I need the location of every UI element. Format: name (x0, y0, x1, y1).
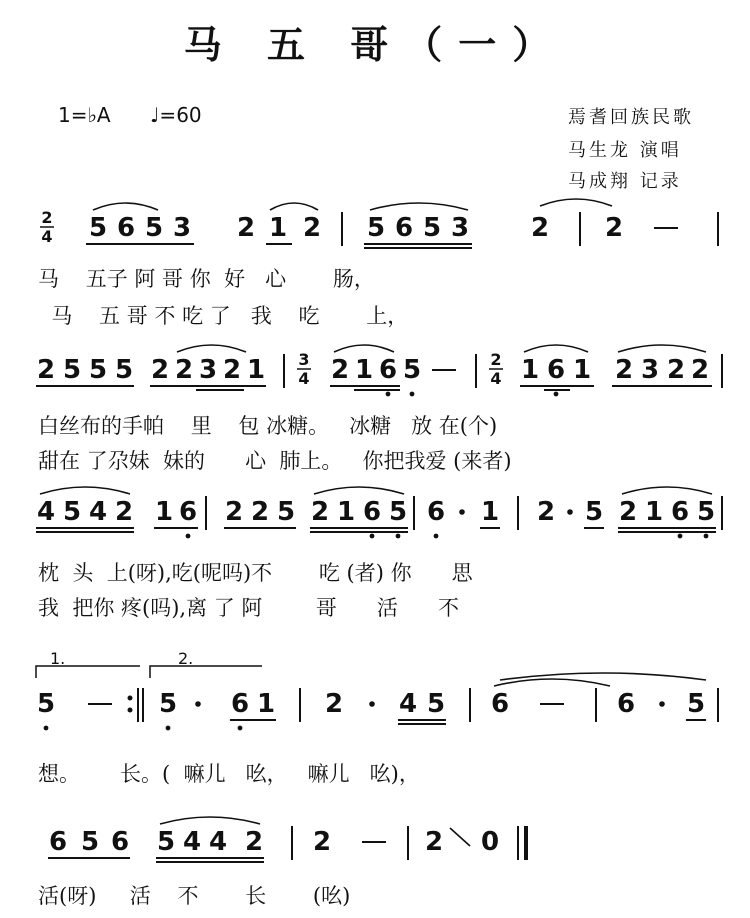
note-3: 3 (450, 213, 470, 243)
note-4: 4 (36, 497, 56, 527)
dot-extension (195, 701, 201, 707)
slur (334, 345, 394, 352)
note-5: 5 (144, 213, 164, 243)
note-5: 5 (402, 355, 422, 385)
note-3: 3 (640, 355, 660, 385)
lyric-line: 活(呀) 活 不 长 (吆) (38, 884, 351, 908)
note-6: 6 (394, 213, 414, 243)
time-signature-bottom: 4 (41, 227, 53, 246)
note-6: 6 (116, 213, 136, 243)
note-1: 1 (256, 689, 276, 719)
note-2: 2 (222, 355, 242, 385)
note-6: 6 (362, 497, 382, 527)
note-1: 1 (644, 497, 664, 527)
note-5: 5 (114, 355, 134, 385)
slur (314, 487, 404, 494)
octave-dot (554, 392, 559, 397)
tempo-marking: ♩=60 (150, 103, 202, 127)
slur (494, 679, 610, 686)
note-6: 6 (616, 689, 636, 719)
slur (160, 817, 260, 824)
note-2: 2 (250, 497, 270, 527)
note-1: 1 (572, 355, 592, 385)
lyric-line: 想。 长。( 嘛儿 吆， 嘛儿 吆)， (38, 762, 420, 786)
note-2: 2 (690, 355, 710, 385)
note-2: 2 (302, 213, 322, 243)
note-1: 1 (246, 355, 266, 385)
note-6: 6 (426, 497, 446, 527)
slur (370, 203, 468, 210)
note-2: 2 (330, 355, 350, 385)
slur (540, 199, 612, 206)
final-barline-thick (524, 826, 528, 860)
note-2: 2 (244, 827, 264, 857)
volta-1: 1. (50, 649, 66, 668)
note-5: 5 (80, 827, 100, 857)
note-6: 6 (670, 497, 690, 527)
slur (622, 487, 712, 494)
note-6: 6 (230, 689, 250, 719)
note-2: 2 (614, 355, 634, 385)
note-2: 2 (618, 497, 638, 527)
time-signature-change-top: 3 (298, 350, 310, 369)
page-title: 马 五 哥（一） (183, 22, 567, 67)
octave-dot (410, 392, 415, 397)
slur (500, 673, 706, 680)
octave-dot (238, 726, 243, 731)
note-5: 5 (158, 689, 178, 719)
breath-mark (450, 828, 470, 846)
volta-bracket (150, 666, 262, 678)
time-signature-change-bottom: 4 (298, 369, 310, 388)
note-5: 5 (388, 497, 408, 527)
note-2: 2 (310, 497, 330, 527)
note-1: 1 (520, 355, 540, 385)
note-5: 5 (584, 497, 604, 527)
dot-extension (567, 509, 573, 515)
note-2: 2 (536, 497, 556, 527)
note-1: 1 (268, 213, 288, 243)
octave-dot (396, 534, 401, 539)
lyric-line: 甜在 了尕妹 妹的 心 肺上。 你把我爱 (来者) (38, 449, 512, 473)
octave-dot (44, 726, 49, 731)
note-2: 2 (666, 355, 686, 385)
note-2: 2 (236, 213, 256, 243)
repeat-dot (128, 696, 133, 701)
note-2: 2 (324, 689, 344, 719)
slur (618, 345, 706, 352)
singer-credit: 马生龙 演唱 (568, 140, 682, 161)
octave-dot (166, 726, 171, 731)
note-1: 1 (154, 497, 174, 527)
note-5: 5 (696, 497, 716, 527)
note-5: 5 (686, 689, 706, 719)
dot-extension (369, 701, 375, 707)
volta-2: 2. (178, 649, 194, 668)
repeat-dot (128, 708, 133, 713)
note-4: 4 (88, 497, 108, 527)
note-2: 2 (174, 355, 194, 385)
note-5: 5 (422, 213, 442, 243)
note-2: 2 (530, 213, 550, 243)
note-6: 6 (178, 497, 198, 527)
note-5: 5 (156, 827, 176, 857)
slur (270, 203, 318, 210)
octave-dot (434, 534, 439, 539)
note-2: 2 (604, 213, 624, 243)
note-5: 5 (36, 689, 56, 719)
dot-extension (459, 509, 465, 515)
lyric-line: 枕 头 上(呀),吃(呢吗)不 吃 (者) 你 思 (38, 561, 473, 585)
time-signature-change-bottom: 4 (490, 369, 502, 388)
note-6: 6 (378, 355, 398, 385)
note-5: 5 (366, 213, 386, 243)
note-3: 3 (172, 213, 192, 243)
octave-dot (704, 534, 709, 539)
lyric-line: 马 五 哥 不 吃 了 我 吃 上， (38, 304, 409, 328)
note-2: 2 (312, 827, 332, 857)
note-4: 4 (182, 827, 202, 857)
slur (177, 345, 246, 352)
note-4: 4 (398, 689, 418, 719)
note-3: 3 (198, 355, 218, 385)
note-5: 5 (62, 497, 82, 527)
note-5: 5 (88, 355, 108, 385)
note-5: 5 (426, 689, 446, 719)
note-rest: 0 (480, 827, 500, 857)
note-2: 2 (224, 497, 244, 527)
time-signature-change-top: 2 (490, 350, 502, 369)
note-6: 6 (110, 827, 130, 857)
note-2: 2 (114, 497, 134, 527)
slur (40, 487, 130, 494)
note-6: 6 (546, 355, 566, 385)
octave-dot (678, 534, 683, 539)
note-1: 1 (480, 497, 500, 527)
note-2: 2 (424, 827, 444, 857)
time-signature-top: 2 (41, 208, 53, 227)
origin-credit: 焉耆回族民歌 (568, 107, 694, 128)
octave-dot (370, 534, 375, 539)
octave-dot (386, 392, 391, 397)
key-signature: 1=♭A (58, 103, 111, 127)
dot-extension (659, 701, 665, 707)
note-1: 1 (354, 355, 374, 385)
note-1: 1 (336, 497, 356, 527)
note-5: 5 (88, 213, 108, 243)
slur (524, 345, 588, 352)
octave-dot (186, 534, 191, 539)
recorder-credit: 马成翔 记录 (568, 171, 682, 192)
slur (93, 203, 158, 210)
lyric-line: 白丝布的手帕 里 包 冰糖。 冰糖 放 在(个) (38, 414, 498, 438)
lyric-line: 我 把你 疼(吗),离 了 阿 哥 活 不 (38, 596, 459, 620)
note-5: 5 (62, 355, 82, 385)
note-6: 6 (48, 827, 68, 857)
note-5: 5 (276, 497, 296, 527)
note-2: 2 (36, 355, 56, 385)
note-2: 2 (150, 355, 170, 385)
lyric-line: 马 五子 阿 哥 你 好 心 肠， (38, 267, 375, 291)
note-6: 6 (490, 689, 510, 719)
note-4: 4 (208, 827, 228, 857)
